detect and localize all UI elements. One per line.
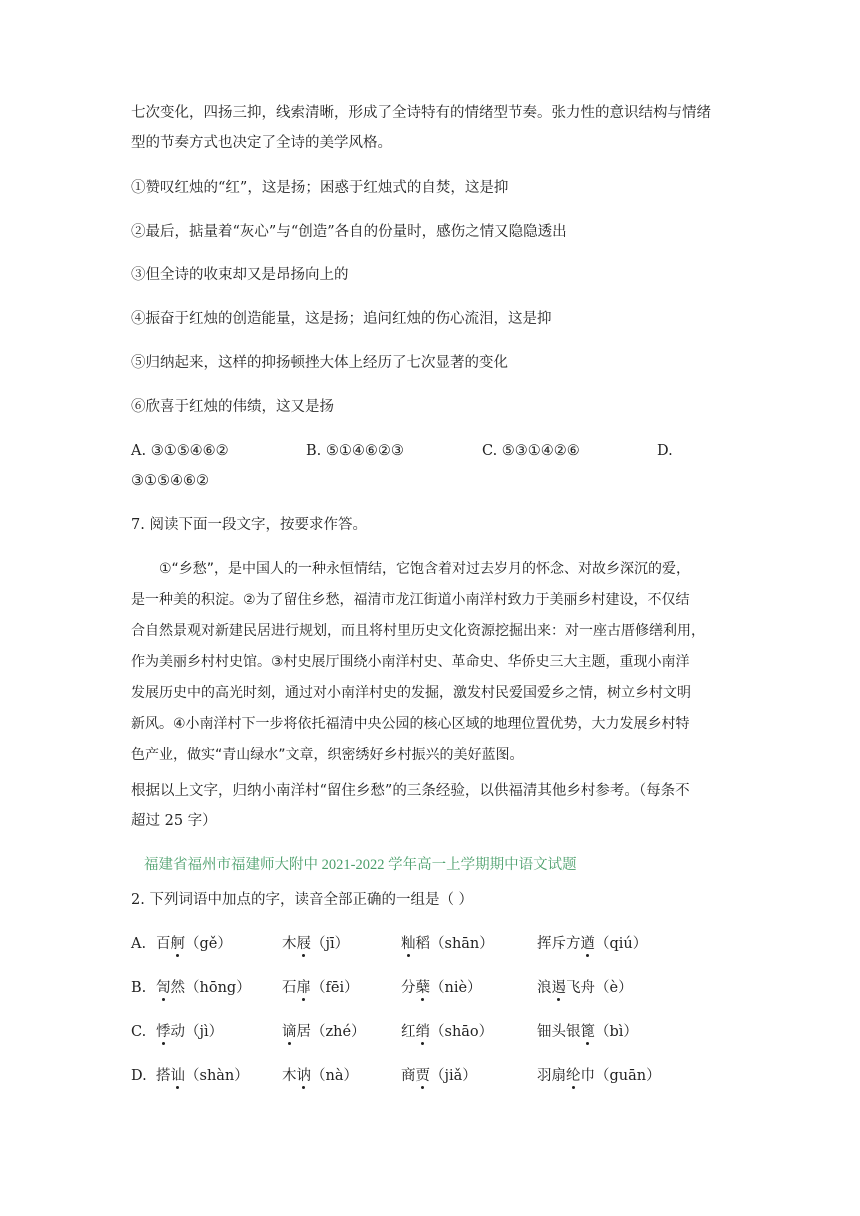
dotted-character: 贾 — [415, 1068, 430, 1084]
q2-option-word: 石扉（fēi） — [282, 980, 359, 996]
q2-option-word: 羽扇纶巾（guān） — [537, 1068, 661, 1084]
dotted-character: 蘖 — [415, 980, 430, 996]
q2-option-word: 訇然（hōng） — [156, 980, 251, 996]
dotted-character: 舸 — [170, 936, 185, 952]
dotted-character: 讪 — [170, 1068, 185, 1084]
statement-3: ③但全诗的收束却又是昂扬向上的 — [131, 267, 349, 283]
q2-option-label: A. — [131, 936, 147, 952]
option-d: D. — [657, 443, 673, 459]
question-7-heading: 7. 阅读下面一段文字，按要求作答。 — [131, 517, 367, 533]
q2-option-label: D. — [131, 1068, 147, 1084]
passage-line-4: 作为美丽乡村村史馆。③村史展厅围绕小南洋村史、革命史、华侨史三大主题，重现小南洋 — [131, 654, 690, 670]
option-b: B. ⑤①④⑥②③ — [306, 443, 404, 459]
statement-1: ①赞叹红烛的“红”，这是扬；困惑于红烛式的自焚，这是抑 — [131, 180, 509, 196]
q2-option-word: 籼稻（shān） — [401, 936, 494, 952]
dotted-character: 绡 — [415, 1024, 430, 1040]
q2-option-word: 谪居（zhé） — [282, 1024, 366, 1040]
dotted-character: 籼 — [401, 936, 416, 952]
dotted-character: 篦 — [580, 1024, 595, 1040]
option-c: C. ⑤③①④②⑥ — [482, 443, 580, 459]
intro-line-2: 型的节奏方式也决定了全诗的美学风格。 — [131, 135, 392, 151]
option-a: A. ③①⑤④⑥② — [131, 443, 229, 459]
q2-option-word: 木讷（nà） — [282, 1068, 358, 1084]
dotted-character: 纶 — [566, 1068, 581, 1084]
statement-5: ⑤归纳起来，这样的抑扬顿挫大体上经历了七次显著的变化 — [131, 355, 508, 371]
passage-line-2: 是一种美的积淀。②为了留住乡愁，福清市龙江街道小南洋村致力于美丽乡村建设，不仅结 — [131, 592, 690, 608]
dotted-character: 讷 — [296, 1068, 311, 1084]
q2-option-word: 分蘖（niè） — [401, 980, 482, 996]
statement-4: ④振奋于红烛的创造能量，这是扬；追问红烛的伤心流泪，这是抑 — [131, 311, 552, 327]
dotted-character: 遏 — [551, 980, 566, 996]
dotted-character: 訇 — [156, 980, 171, 996]
statement-2: ②最后，掂量着“灰心”与“创造”各自的份量时，感伤之情又隐隐透出 — [131, 224, 567, 240]
task-line-1: 根据以上文字，归纳小南洋村“留住乡愁”的三条经验，以供福清其他乡村参考。（每条不 — [131, 783, 690, 799]
dotted-character: 悸 — [156, 1024, 171, 1040]
q2-option-word: 浪遏飞舟（è） — [537, 980, 633, 996]
question-2-heading: 2. 下列词语中加点的字，读音全部正确的一组是（ ） — [131, 892, 474, 908]
q2-option-word: 百舸（gě） — [156, 936, 232, 952]
q2-option-word: 木屐（jī） — [282, 936, 350, 952]
dotted-character: 扉 — [296, 980, 311, 996]
passage-line-1: ①“乡愁”，是中国人的一种永恒情结，它饱含着对过去岁月的怀念、对故乡深沉的爱， — [159, 561, 691, 577]
q2-option-label: B. — [131, 980, 147, 996]
q2-option-label: C. — [131, 1024, 147, 1040]
passage-line-6: 新风。④小南洋村下一步将依托福清中央公园的核心区域的地理位置优势，大力发展乡村特 — [131, 716, 690, 732]
q2-option-word: 钿头银篦（bì） — [537, 1024, 638, 1040]
q2-option-word: 悸动（jì） — [156, 1024, 224, 1040]
dotted-character: 屐 — [296, 936, 311, 952]
statement-6: ⑥欣喜于红烛的伟绩，这又是扬 — [131, 399, 334, 415]
q2-option-word: 红绡（shāo） — [401, 1024, 494, 1040]
passage-line-5: 发展历史中的高光时刻，通过对小南洋村史的发掘，激发村民爱国爱乡之情，树立乡村文明 — [131, 685, 691, 701]
source-title: 福建省福州市福建师大附中 2021-2022 学年高一上学期期中语文试题 — [144, 857, 577, 873]
q2-option-word: 商贾（jiǎ） — [401, 1068, 477, 1084]
q2-option-word: 挥斥方遒（qiú） — [537, 936, 648, 952]
dotted-character: 遒 — [580, 936, 595, 952]
passage-line-3: 合自然景观对新建民居进行规划，而且将村里历史文化资源挖掘出来：对一座古厝修缮利用， — [131, 623, 705, 639]
passage-line-7: 色产业，做实“青山绿水”文章，织密绣好乡村振兴的美好蓝图。 — [131, 747, 524, 763]
task-line-2: 超过 25 字） — [131, 813, 217, 829]
q2-option-word: 搭讪（shàn） — [156, 1068, 249, 1084]
intro-line-1: 七次变化，四扬三抑，线索清晰，形成了全诗特有的情绪型节奏。张力性的意识结构与情绪 — [131, 105, 711, 121]
dotted-character: 谪 — [282, 1024, 297, 1040]
option-d-continued: ③①⑤④⑥② — [131, 473, 209, 489]
